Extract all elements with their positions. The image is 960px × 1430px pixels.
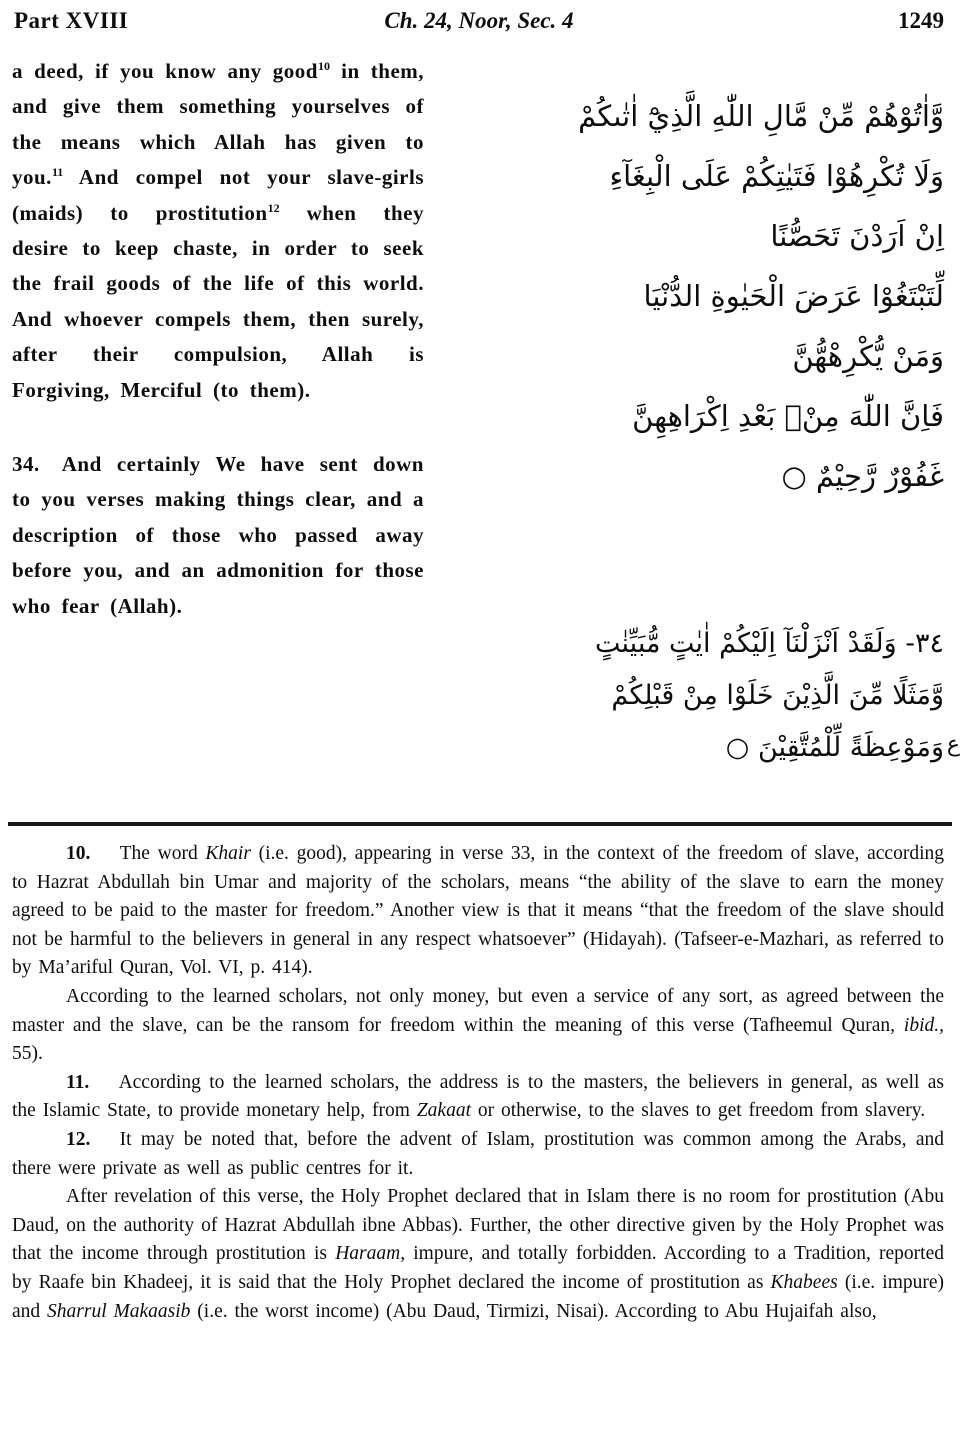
footnote-10-paragraph-1: 10. The word Khair (i.e. good), appearing in verse 33, in the context of the freedom of slave, according to Hazrat Abdullah bin Umar and majority of the scholars, means “the ability of the slave to earn the money agreed to be paid to the master for freedom.” Another view is that it means “that the freedom of the slave should not be harmful to the believers in general in any respect whatsoever” (Hidayah). (Tafseer-e-Mazhari, as referred to by Ma’ariful Quran, Vol. VI, p. 414). (12, 843, 944, 979)
page-number: 1249 (898, 8, 944, 33)
page-header (0, 8, 960, 34)
footnotes-section (0, 840, 960, 1326)
arabic-verse-33: وَّاٰتُوْهُمْ مِّنْ مَّالِ اللّٰهِ الَّذِيْٓ اٰتٰىكُمْ وَلَا تُكْرِهُوْا فَتَيٰتِكُمْ عَلَى الْبِغَآءِ اِنْ اَرَدْنَ تَحَصُّنًا لِّتَبْتَغُوْا عَرَضَ الْحَيٰوةِ الدُّنْيَا وَمَنْ يُّكْرِهْهُّنَّ فَاِنَّ اللّٰهَ مِنْۢ بَعْدِ اِكْرَاهِهِنَّ غَفُوْرٌ رَّحِيْمٌ ○ (578, 99, 944, 493)
footnote-10-paragraph-2: According to the learned scholars, not only money, but even a service of any sort, as agreed between the master and the slave, can be the ransom for freedom within the meaning of this verse (Tafheemul Quran, ibid., 55). (12, 985, 944, 1065)
translation-paragraph-verse34: 34. And certainly We have sent down to you verses making things clear, and a description of those who passed away before you, and an admonition for those who fear (Allah). (12, 452, 424, 618)
footnote-12-paragraph-1: 12. It may be noted that, before the advent of Islam, prostitution was common among the Arabs, and there were private as well as public centres for it. (12, 1128, 944, 1179)
footnote-11-paragraph: 11. According to the learned scholars, the address is to the masters, the believers in general, as well as the Islamic State, to provide monetary help, from Zakaat or otherwise, to the slaves to get freedom from slavery. (12, 1071, 944, 1122)
chapter-heading: Ch. 24, Noor, Sec. 4 (384, 8, 574, 33)
arabic-column (448, 34, 944, 806)
arabic-verse-34: ٣٤- وَلَقَدْ اَنْزَلْنَآ اِلَيْكُمْ اٰيٰتٍ مُّبَيِّنٰتٍ وَّمَثَلًا مِّنَ الَّذِيْنَ خَلَوْا مِنْ قَبْلِكُمْ وَمَوْعِظَةً لِّلْمُتَّقِيْنَ ○ (595, 628, 944, 763)
part-label: Part XVIII (14, 8, 129, 33)
page-body (0, 34, 960, 806)
footnote-divider (8, 822, 952, 826)
ruku-marker: ع (946, 732, 960, 757)
translation-column (12, 34, 424, 806)
footnote-12-paragraph-2: After revelation of this verse, the Holy Prophet declared that in Islam there is no room for prostitution (Abu Daud, on the authority of Hazrat Abdullah ibne Abbas). Further, the other directive given by the Holy Prophet was that the income through prostitution is Haraam, impure, and totally forbidden. According to a Tradition, reported by Raafe bin Khadeej, it is said that the Holy Prophet declared the income of prostitution as Khabees (i.e. impure) and Sharrul Makaasib (i.e. the worst income) (Abu Daud, Tirmizi, Nisai). According to Abu Hujaifah also, (12, 1186, 945, 1322)
translation-paragraph-verse33: a deed, if you know any good$^{10}$ in them, and give them something yourselves of the means which Allah has given to you.$^{11}$ And compel not your slave-girls (maids) to prostitution$^{12}$ when they desire to keep chaste, in order to seek the frail goods of the life of this world. And whoever compels them, then surely, after their compulsion, Allah is Forgiving, Merciful (to them). (12, 59, 425, 402)
